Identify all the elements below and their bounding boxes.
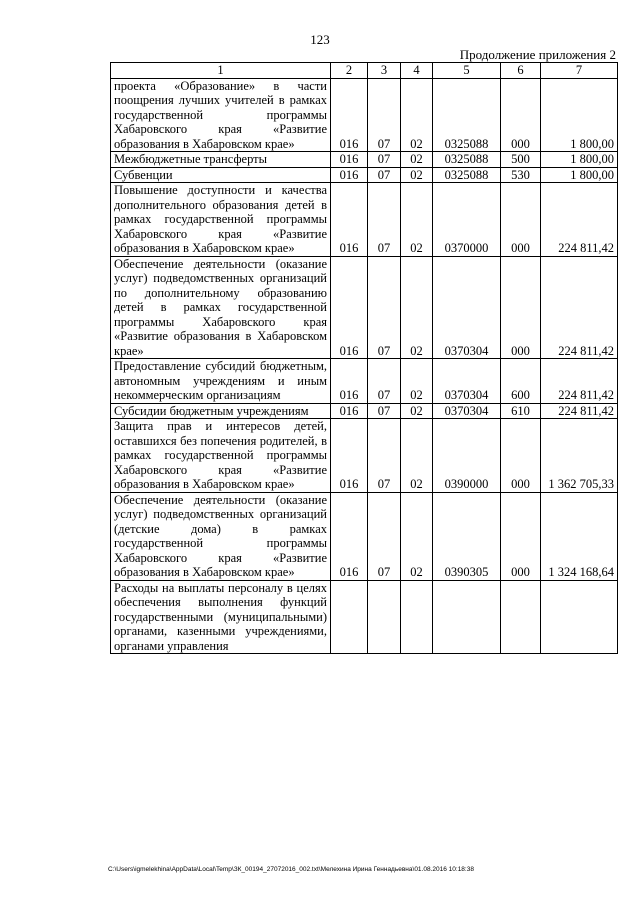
header-col-6: 6: [501, 63, 541, 79]
header-row: [111, 63, 618, 79]
row-name: Предоставление субсидий бюджетным, автономным учреждениям и иным некоммерческим организациям: [111, 359, 331, 404]
row-col-2: 016: [331, 256, 368, 359]
row-col-2: 016: [331, 167, 368, 183]
row-col-3: 07: [368, 492, 401, 580]
file-path-footer: C:\Users\igmelekhina\AppData\Local\Temp\ЗК_00194_27072016_002.txt\Мелехина Ирина Геннадьевна\01.08.2016 10:18:38: [108, 866, 474, 873]
row-col-6: 000: [501, 419, 541, 493]
row-col-4: 02: [401, 419, 433, 493]
budget-table: [110, 62, 618, 654]
row-col-2: 016: [331, 419, 368, 493]
row-col-3: 07: [368, 183, 401, 257]
row-col-6: 500: [501, 152, 541, 168]
row-col-5: 0325088: [433, 152, 501, 168]
table-row: [111, 403, 618, 419]
row-col-6: 000: [501, 183, 541, 257]
row-col-4: 02: [401, 492, 433, 580]
row-col-6: 000: [501, 256, 541, 359]
row-col-3: [368, 580, 401, 654]
row-col-2: 016: [331, 403, 368, 419]
row-col-6: 600: [501, 359, 541, 404]
row-col-5: 0370000: [433, 183, 501, 257]
row-col-6: 530: [501, 167, 541, 183]
row-col-6: 610: [501, 403, 541, 419]
row-col-3: 07: [368, 419, 401, 493]
row-col-4: 02: [401, 152, 433, 168]
row-name: Межбюджетные трансферты: [111, 152, 331, 168]
row-col-5: 0370304: [433, 403, 501, 419]
table-row: [111, 359, 618, 404]
row-col-3: 07: [368, 359, 401, 404]
row-col-4: 02: [401, 403, 433, 419]
page-number: 123: [310, 32, 330, 47]
row-name: Защита прав и интересов детей, оставшихся без попечения родителей, в рамках государственной программы Хабаровского края «Развитие образования в Хабаровском крае»: [111, 419, 331, 493]
table-row: [111, 167, 618, 183]
row-col-6: 000: [501, 492, 541, 580]
row-name: проекта «Образование» в части поощрения лучших учителей в рамках государственной программы Хабаровского края «Развитие образования в Хабаровском крае»: [111, 78, 331, 152]
row-col-4: 02: [401, 183, 433, 257]
row-col-3: 07: [368, 403, 401, 419]
table-row: [111, 78, 618, 152]
row-name: Субсидии бюджетным учреждениям: [111, 403, 331, 419]
row-col-2: [331, 580, 368, 654]
row-name: Обеспечение деятельности (оказание услуг) подведомственных организаций по дополнительному образованию детей в рамках государственной программы Хабаровского края «Развитие образования в Хабаровском крае»: [111, 256, 331, 359]
row-col-5: [433, 580, 501, 654]
row-col-4: 02: [401, 256, 433, 359]
row-col-5: 0370304: [433, 256, 501, 359]
row-name: Субвенции: [111, 167, 331, 183]
row-col-5: 0370304: [433, 359, 501, 404]
row-name: Повышение доступности и качества дополнительного образования детей в рамках государственной программы Хабаровского края «Развитие образования в Хабаровском крае»: [111, 183, 331, 257]
table-row: [111, 256, 618, 359]
row-col-6: [501, 580, 541, 654]
row-amount: 1 800,00: [541, 78, 618, 152]
table-row: [111, 492, 618, 580]
row-amount: 1 800,00: [541, 167, 618, 183]
row-amount: 1 362 705,33: [541, 419, 618, 493]
row-col-3: 07: [368, 256, 401, 359]
row-amount: 224 811,42: [541, 183, 618, 257]
row-col-5: 0325088: [433, 167, 501, 183]
row-col-2: 016: [331, 183, 368, 257]
row-col-4: 02: [401, 167, 433, 183]
row-col-5: 0325088: [433, 78, 501, 152]
row-amount: [541, 580, 618, 654]
row-col-2: 016: [331, 492, 368, 580]
header-col-2: 2: [331, 63, 368, 79]
row-amount: 1 800,00: [541, 152, 618, 168]
row-col-2: 016: [331, 359, 368, 404]
row-col-3: 07: [368, 167, 401, 183]
row-col-3: 07: [368, 152, 401, 168]
header-col-7: 7: [541, 63, 618, 79]
header-col-5: 5: [433, 63, 501, 79]
row-col-2: 016: [331, 78, 368, 152]
continuation-label: Продолжение приложения 2: [459, 47, 616, 62]
table-row: [111, 183, 618, 257]
row-amount: 1 324 168,64: [541, 492, 618, 580]
row-col-5: 0390305: [433, 492, 501, 580]
row-amount: 224 811,42: [541, 256, 618, 359]
table-row: [111, 580, 618, 654]
header-col-4: 4: [401, 63, 433, 79]
row-col-4: 02: [401, 78, 433, 152]
table-row: [111, 152, 618, 168]
header-col-3: 3: [368, 63, 401, 79]
row-col-3: 07: [368, 78, 401, 152]
row-col-6: 000: [501, 78, 541, 152]
row-amount: 224 811,42: [541, 403, 618, 419]
row-col-2: 016: [331, 152, 368, 168]
table-row: [111, 419, 618, 493]
row-col-4: 02: [401, 359, 433, 404]
row-name: Обеспечение деятельности (оказание услуг) подведомственных организаций (детские дома) в рамках государственной программы Хабаровского края «Развитие образования в Хабаровском крае»: [111, 492, 331, 580]
row-col-4: [401, 580, 433, 654]
header-col-1: 1: [111, 63, 331, 79]
row-name: Расходы на выплаты персоналу в целях обеспечения выполнения функций государственными (муниципальными) органами, казенными учреждениями, органами управления: [111, 580, 331, 654]
row-col-5: 0390000: [433, 419, 501, 493]
row-amount: 224 811,42: [541, 359, 618, 404]
